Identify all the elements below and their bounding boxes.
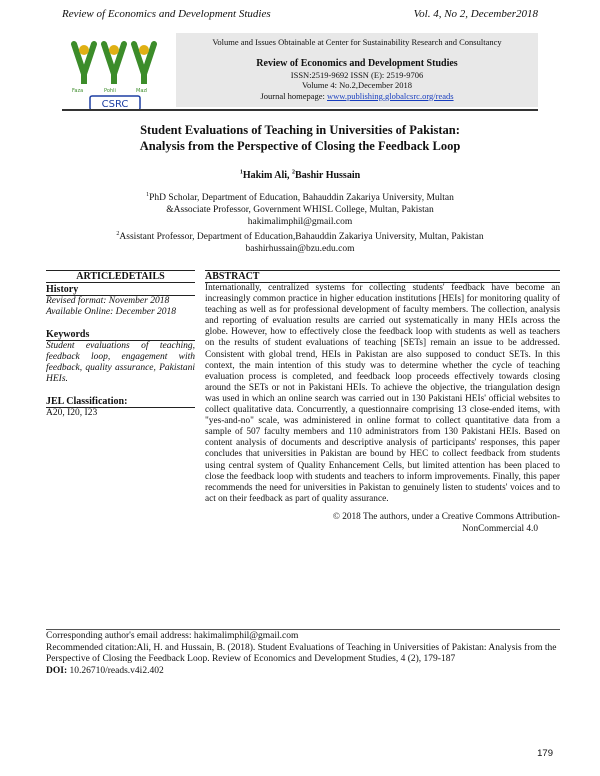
- footnote-block: [46, 629, 560, 677]
- copyright-notice: [205, 511, 560, 535]
- running-header: [62, 8, 538, 24]
- journal-banner: [176, 33, 538, 107]
- affiliation-2: [62, 231, 538, 255]
- csrc-logo: [62, 34, 172, 114]
- banner-volume: Volume 4: No.2,December 2018: [301, 80, 413, 90]
- history-heading: History: [46, 284, 195, 296]
- abstract-heading: ABSTRACT: [205, 270, 560, 283]
- keywords-heading: Keywords: [46, 329, 195, 341]
- article-details-column: [46, 270, 201, 535]
- author2-sup: 2: [292, 169, 296, 176]
- revised-format: Revised format: November 2018: [46, 296, 170, 306]
- logo-word-1: Faza: [72, 88, 84, 94]
- article-details-heading: ARTICLEDETAILS: [46, 270, 195, 283]
- banner-issn: ISSN:2519-9692 ISSN (E): 2519-9706: [290, 69, 424, 80]
- affiliation-1: [62, 192, 538, 228]
- doi-label: DOI:: [46, 665, 68, 676]
- article-body: [46, 270, 560, 535]
- abstract-column: [201, 270, 560, 535]
- banner-homepage: [176, 91, 538, 102]
- affil2-sup: 2: [116, 230, 120, 237]
- doi-line: [46, 666, 560, 678]
- banner-journal-title: Review of Economics and Development Studies: [256, 57, 458, 69]
- affil2-line1: Assistant Professor, Department of Education,Bahauddin Zakariya University, Multan, Pakistan: [119, 232, 484, 242]
- author-1: Hakim Ali,: [242, 170, 293, 181]
- homepage-link[interactable]: www.publishing.globalcsrc.org/reads: [327, 90, 454, 101]
- jel-heading: JEL Classification:: [46, 396, 195, 408]
- copyright-line-2: NonCommercial 4.0: [462, 523, 538, 534]
- author-2: Bashir Hussain: [295, 170, 361, 181]
- corresponding-author: Corresponding author's email address: hakimalimphil@gmail.com: [46, 631, 299, 641]
- title-line-2: Analysis from the Perspective of Closing the Feedback Loop: [139, 139, 461, 153]
- abstract-text: Internationally, centralized systems for collecting students' feedback have become an increasingly common practice in higher education institutions [HEIs] for monitoring quality of teaching as well as for professional development of faculty members. The collection, analysis and reporting of evaluation results are carried out systematically in many HEIs across the globe. However, how to effectively close the feedback loop with students as well as teachers on the results of student evaluations of teaching [SETs] remain an issue to be addressed. Consistent with global trend, HEIs in Pakistan are also supposed to conduct SETs. In this context, the main intention of this study was to determine whether the cycle of teaching evaluation process is completed, and feedback loop proceeds effectively towards closing around the SETs or not in Pakistani HEIs. To achieve the objective, the triangulation design was used in which an online search was carried out in 130 Pakistani HEIs' official websites to collect qualitative data. Concurrently, a questionnaire comprising 13 close-ended items, with "yes-and-no" scale, was administered in online format to collect quantitative data from a sample of 507 faculty members and 110 administrators from 130 Pakistani HEIs. Based on content analysis of documents and descriptive analysis of participants' responses, this paper concludes that universities in Pakistan are bound by HEC to collect feedback from students using central system of Quality Enhancement Cells, but limited attention has been placed to close the feedback loop with students and teachers to inform improvements. Finally, this paper recommends the need for universities in Pakistan to genuinely listen to students' voices and to act on their feedback as part of quality assurance.: [205, 283, 560, 504]
- page-number: 179: [537, 748, 553, 759]
- banner-divider: [62, 109, 538, 111]
- title-line-1: Student Evaluations of Teaching in Universities of Pakistan:: [140, 123, 460, 137]
- affil1-email: hakimalimphil@gmail.com: [247, 217, 353, 227]
- copyright-line-1: © 2018 The authors, under a Creative Commons Attribution-: [332, 511, 560, 522]
- affil2-email: bashirhussain@bzu.edu.com: [245, 244, 355, 254]
- logo-text: CSRC: [101, 99, 129, 110]
- affil1-line2: &Associate Professor, Government WHISL College, Multan, Pakistan: [166, 205, 434, 215]
- jel-codes: A20, I20, I23: [46, 408, 98, 418]
- author1-sup: 1: [239, 169, 243, 176]
- running-volume: Vol. 4, No 2, December2018: [413, 8, 538, 20]
- doi-value: 10.26710/reads.v4i2.402: [67, 665, 164, 676]
- csrc-logo-icon: [62, 34, 172, 114]
- article-title: [62, 122, 538, 154]
- affil1-sup: 1: [146, 191, 150, 198]
- author-list: [62, 170, 538, 181]
- recommended-citation: Recommended citation:Ali, H. and Hussain, B. (2018). Student Evaluations of Teaching in Universities of Pakistan: Analysis from the Perspective of Closing the Feedback Loop. Review of Economics and Development Studies, 4 (2), 179-187: [46, 642, 557, 665]
- banner-source-line: Volume and Issues Obtainable at Center for Sustainability Research and Consultancy: [212, 37, 502, 47]
- keywords-text: Student evaluations of teaching, feedback loop, engagement with feedback, quality assurance, Pakistani HEIs.: [46, 341, 195, 384]
- logo-word-2: Pohli: [104, 88, 116, 94]
- available-online: Available Online: December 2018: [46, 307, 177, 317]
- affil1-line1: PhD Scholar, Department of Education, Bahauddin Zakariya University, Multan: [149, 193, 454, 203]
- running-journal-title: Review of Economics and Development Studies: [62, 8, 271, 20]
- homepage-label: Journal homepage:: [260, 90, 328, 101]
- logo-word-3: Mazl: [136, 88, 148, 94]
